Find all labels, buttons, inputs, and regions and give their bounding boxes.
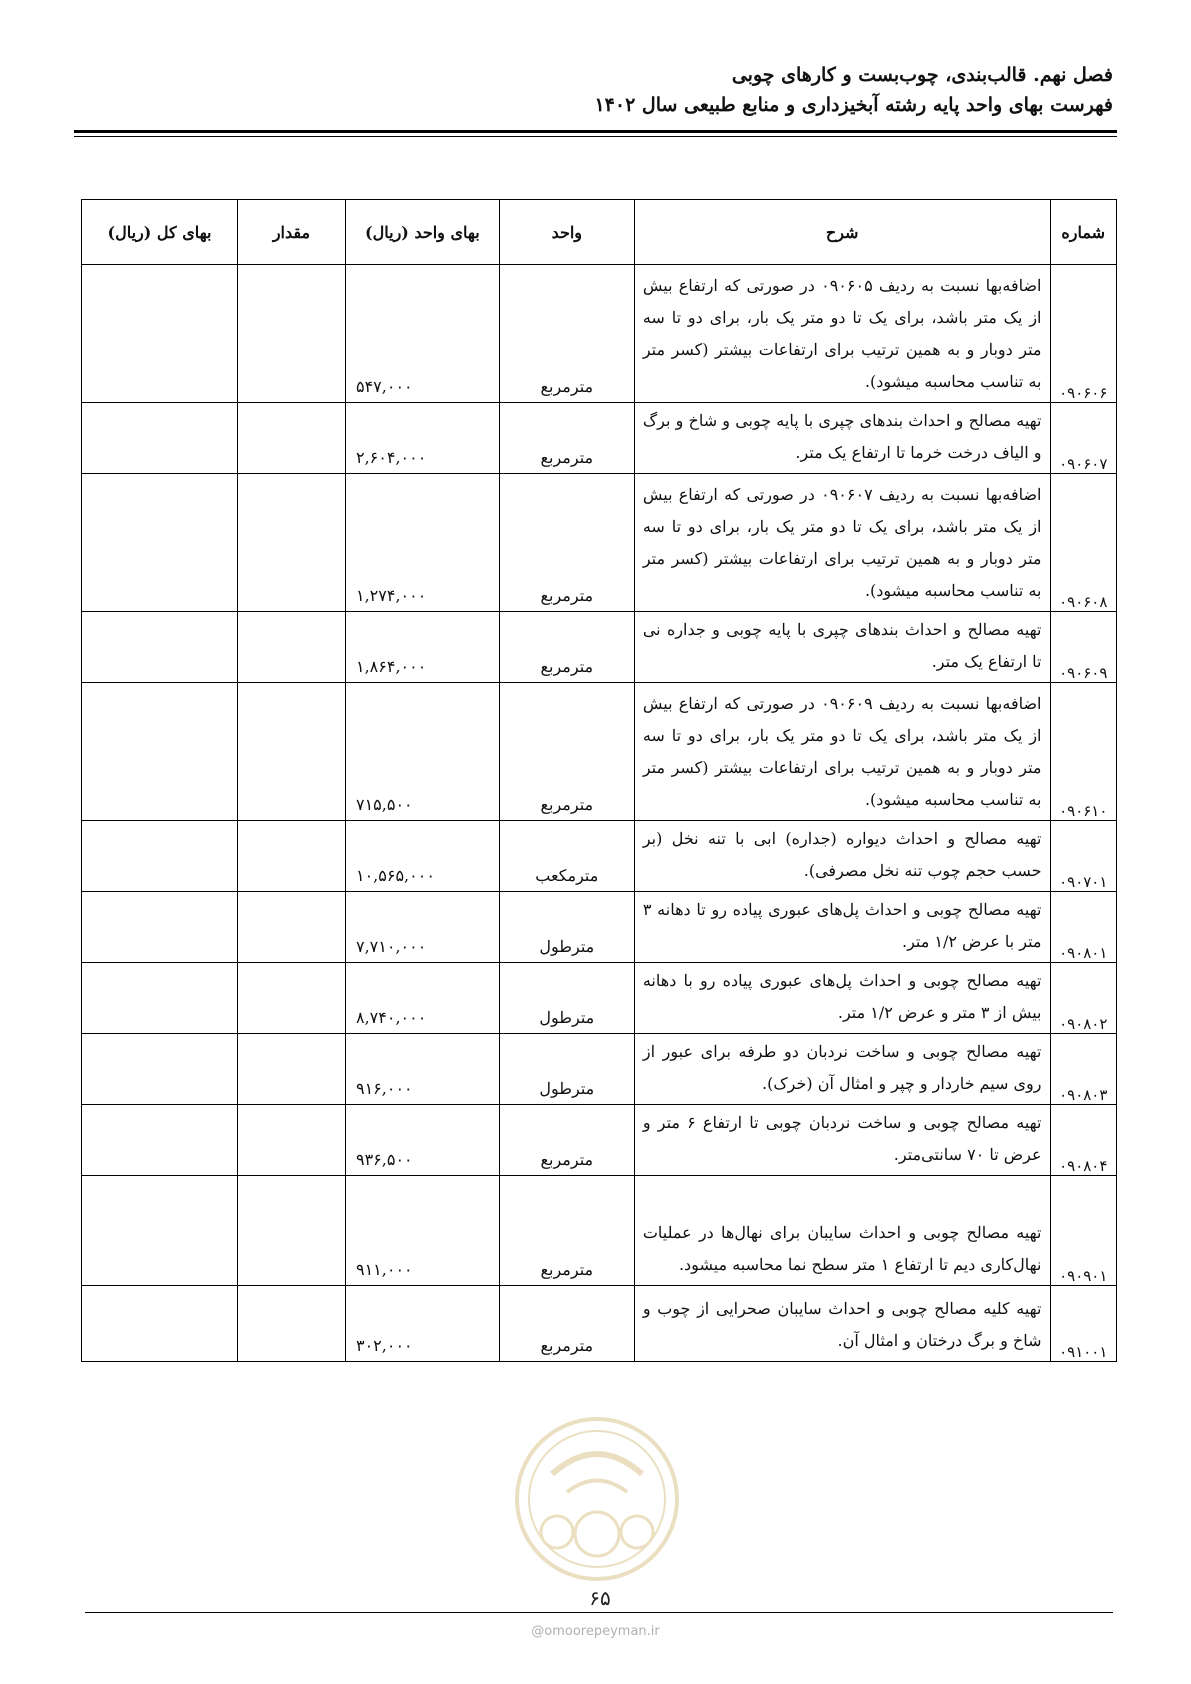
table-row <box>82 612 1117 683</box>
row-total <box>82 963 238 1034</box>
table-row <box>82 1034 1117 1105</box>
row-unit-price: ۳۰۲,۰۰۰ <box>345 1286 499 1362</box>
row-description: اضافه‌بها نسبت به ردیف ۰۹۰۶۰۹ در صورتی که ارتفاع بیش از یک متر باشد، برای یک تا دو متر یک بار، برای دو تا سه متر دوبار و به همین ترتیب برای ارتفاعات بیشتر (کسر متر به تناسب محاسبه میشود). <box>634 683 1050 821</box>
row-description: تهیه مصالح و احداث دیواره (جداره) ابی با تنه نخل (بر حسب حجم چوب تنه نخل مصرفی). <box>634 821 1050 892</box>
table-header-row <box>82 200 1117 265</box>
row-unit-price: ۱,۸۶۴,۰۰۰ <box>345 612 499 683</box>
row-qty <box>237 821 345 892</box>
row-description: تهیه کلیه مصالح چوبی و احداث سایبان صحرایی از چوب و شاخ و برگ درختان و امثال آن. <box>634 1286 1050 1362</box>
header-rule-thick <box>74 130 1117 133</box>
row-unit: مترمربع <box>499 265 634 403</box>
row-unit: مترطول <box>499 963 634 1034</box>
row-code: ۰۹۰۸۰۳ <box>1050 1034 1117 1105</box>
row-total <box>82 683 238 821</box>
col-header-code: شماره <box>1050 200 1117 265</box>
row-unit: مترمربع <box>499 1105 634 1176</box>
row-total <box>82 612 238 683</box>
page-number: ۶۵ <box>589 1586 611 1610</box>
row-total <box>82 821 238 892</box>
row-qty <box>237 683 345 821</box>
row-total <box>82 474 238 612</box>
col-header-unit: واحد <box>499 200 634 265</box>
row-code: ۰۹۰۶۰۶ <box>1050 265 1117 403</box>
row-qty <box>237 963 345 1034</box>
row-unit: مترمربع <box>499 612 634 683</box>
row-unit-price: ۹۳۶,۵۰۰ <box>345 1105 499 1176</box>
row-description: تهیه مصالح چوبی و ساخت نردبان دو طرفه برای عبور از روی سیم خاردار و چپر و امثال آن (خرک). <box>634 1034 1050 1105</box>
table-row <box>82 403 1117 474</box>
row-unit: مترمربع <box>499 474 634 612</box>
row-unit: مترطول <box>499 1034 634 1105</box>
row-description: تهیه مصالح و احداث بندهای چپری با پایه چوبی و جداره نی تا ارتفاع یک متر. <box>634 612 1050 683</box>
footer-website: @omoorepeyman.ir <box>531 1624 660 1639</box>
row-unit: مترمربع <box>499 1176 634 1286</box>
row-qty <box>237 474 345 612</box>
row-code: ۰۹۰۸۰۲ <box>1050 963 1117 1034</box>
table-row <box>82 892 1117 963</box>
row-code: ۰۹۰۶۰۹ <box>1050 612 1117 683</box>
col-header-desc: شرح <box>634 200 1050 265</box>
row-qty <box>237 1105 345 1176</box>
row-unit-price: ۵۴۷,۰۰۰ <box>345 265 499 403</box>
row-qty <box>237 265 345 403</box>
row-qty <box>237 403 345 474</box>
row-code: ۰۹۰۸۰۴ <box>1050 1105 1117 1176</box>
row-unit: مترمربع <box>499 1286 634 1362</box>
table-row <box>82 1176 1117 1286</box>
col-header-unit-price: بهای واحد (ریال) <box>345 200 499 265</box>
row-description: تهیه مصالح چوبی و ساخت نردبان چوبی تا ارتفاع ۶ متر و عرض تا ۷۰ سانتی‌متر. <box>634 1105 1050 1176</box>
col-header-qty: مقدار <box>237 200 345 265</box>
row-qty <box>237 1034 345 1105</box>
row-code: ۰۹۰۷۰۱ <box>1050 821 1117 892</box>
row-qty <box>237 892 345 963</box>
row-description: تهیه مصالح چوبی و احداث پل‌های عبوری پیاده رو تا دهانه ۳ متر با عرض ۱/۲ متر. <box>634 892 1050 963</box>
row-unit-price: ۷,۷۱۰,۰۰۰ <box>345 892 499 963</box>
row-unit: مترطول <box>499 892 634 963</box>
row-unit: مترمکعب <box>499 821 634 892</box>
row-code: ۰۹۰۶۰۸ <box>1050 474 1117 612</box>
row-unit-price: ۲,۶۰۴,۰۰۰ <box>345 403 499 474</box>
price-list-table <box>81 199 1117 1362</box>
col-header-total: بهای کل (ریال) <box>82 200 238 265</box>
row-code: ۰۹۰۶۱۰ <box>1050 683 1117 821</box>
row-total <box>82 1105 238 1176</box>
row-code: ۰۹۰۸۰۱ <box>1050 892 1117 963</box>
row-total <box>82 403 238 474</box>
row-code: ۰۹۰۶۰۷ <box>1050 403 1117 474</box>
table-row <box>82 265 1117 403</box>
row-total <box>82 1286 238 1362</box>
row-code: ۰۹۱۰۰۱ <box>1050 1286 1117 1362</box>
watermark-seal-logo <box>512 1414 682 1584</box>
table-row <box>82 1105 1117 1176</box>
table-row <box>82 821 1117 892</box>
row-code: ۰۹۰۹۰۱ <box>1050 1176 1117 1286</box>
row-unit-price: ۹۱۶,۰۰۰ <box>345 1034 499 1105</box>
row-unit: مترمربع <box>499 683 634 821</box>
table-row <box>82 1286 1117 1362</box>
row-unit-price: ۱۰,۵۶۵,۰۰۰ <box>345 821 499 892</box>
header-rule-thin <box>74 136 1117 137</box>
row-description: تهیه مصالح چوبی و احداث پل‌های عبوری پیاده رو با دهانه بیش از ۳ متر و عرض ۱/۲ متر. <box>634 963 1050 1034</box>
chapter-title: فصل نهم. قالب‌بندی، چوب‌بست و کارهای چوبی <box>731 64 1113 86</box>
page-header <box>78 60 1113 120</box>
row-unit-price: ۸,۷۴۰,۰۰۰ <box>345 963 499 1034</box>
row-unit: مترمربع <box>499 403 634 474</box>
row-qty <box>237 612 345 683</box>
row-qty <box>237 1176 345 1286</box>
row-description: اضافه‌بها نسبت به ردیف ۰۹۰۶۰۷ در صورتی که ارتفاع بیش از یک متر باشد، برای یک تا دو متر یک بار، برای دو تا سه متر دوبار و به همین ترتیب برای ارتفاعات بیشتر (کسر متر به تناسب محاسبه میشود). <box>634 474 1050 612</box>
footer-rule <box>85 1612 1113 1613</box>
row-total <box>82 1034 238 1105</box>
row-unit-price: ۷۱۵,۵۰۰ <box>345 683 499 821</box>
row-description: تهیه مصالح چوبی و احداث سایبان برای نهال‌ها در عملیات نهال‌کاری دیم تا ارتفاع ۱ متر سطح نما محاسبه میشود. <box>634 1176 1050 1286</box>
row-total <box>82 1176 238 1286</box>
table-row <box>82 963 1117 1034</box>
row-description: تهیه مصالح و احداث بندهای چپری با پایه چوبی و شاخ و برگ و الیاف درخت خرما تا ارتفاع یک متر. <box>634 403 1050 474</box>
table-row <box>82 683 1117 821</box>
row-total <box>82 265 238 403</box>
row-unit-price: ۹۱۱,۰۰۰ <box>345 1176 499 1286</box>
row-total <box>82 892 238 963</box>
table-row <box>82 474 1117 612</box>
document-title: فهرست بهای واحد پایه رشته آبخیزداری و منابع طبیعی سال ۱۴۰۲ <box>594 94 1113 116</box>
row-unit-price: ۱,۲۷۴,۰۰۰ <box>345 474 499 612</box>
row-qty <box>237 1286 345 1362</box>
row-description: اضافه‌بها نسبت به ردیف ۰۹۰۶۰۵ در صورتی که ارتفاع بیش از یک متر باشد، برای یک تا دو متر یک بار، برای دو تا سه متر دوبار و به همین ترتیب برای ارتفاعات بیشتر (کسر متر به تناسب محاسبه میشود). <box>634 265 1050 403</box>
